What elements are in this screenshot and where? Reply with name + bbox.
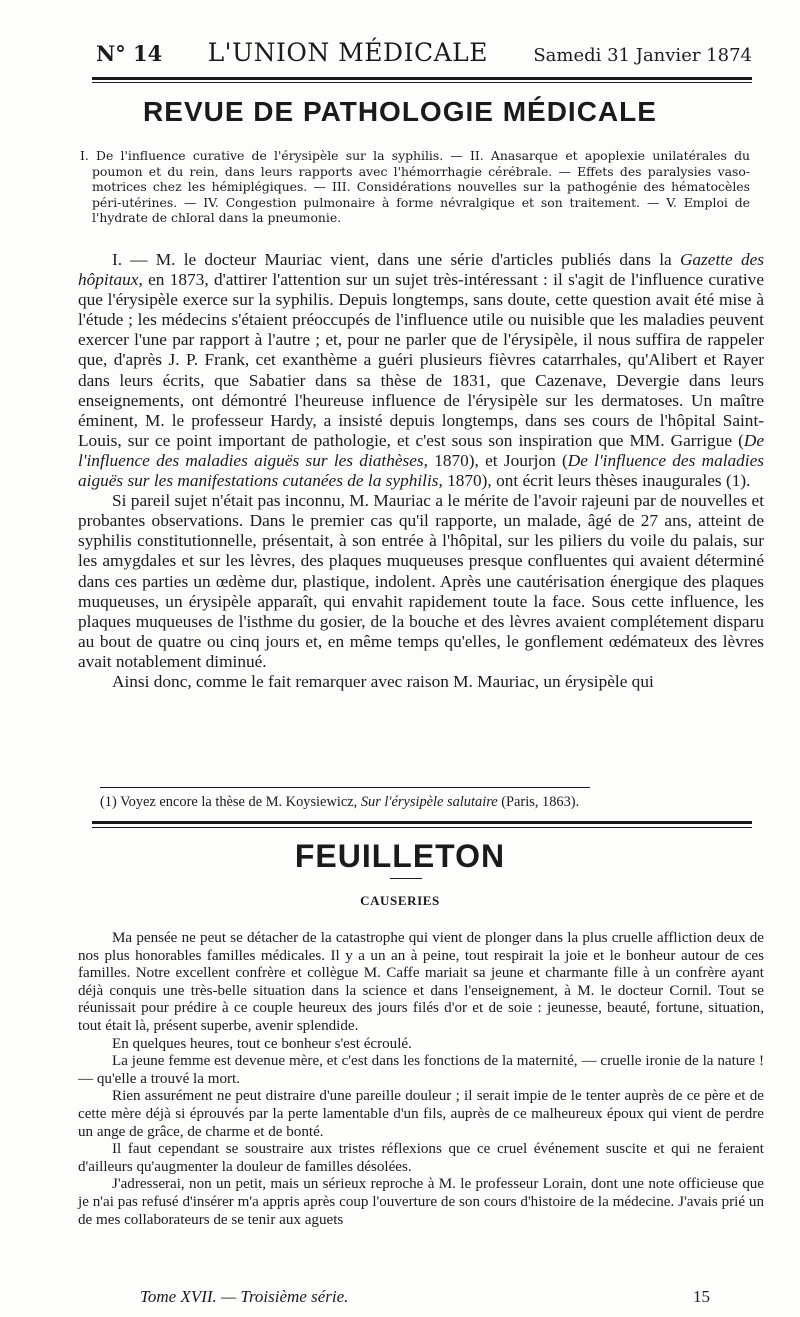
feuilleton-rule [92,821,752,824]
feuilleton-title: FEUILLETON [294,838,506,874]
issue-number: N° 14 [96,41,163,66]
header-rule [92,77,752,80]
journal-title: L'UNION MÉDICALE [207,38,488,67]
page-number: 15 [693,1287,710,1306]
page-footer [140,1287,710,1307]
article-text: en 1873, d'attirer l'attention sur un sujet très-intéressant : il s'agit de l'influence curative que l'érysipèle exerce sur la syphilis. Depuis longtemps, sans doute, cette question avait été mise à l'étude ; les médecins s'étaient préoccupés de l'influence utile ou nuisible que les maladies peuvent exercer l'une par rapport à l'autre ; et, pour ne parler que de l'érysipèle, il nous suffira de rappeler que, d'après J. P. Frank, cet exanthème a guéri plusieurs fièvres catarrhales, qu'Alibert et Rayer dans leurs écrits, que Sabatier dans sa thèse de 1831, que Cazenave, Devergie dans leurs enseignements, ont démontré l'heureuse influence de l'érysipèle sur les dermatoses. Un maître éminent, M. le professeur Hardy, a insisté depuis longtemps, dans ses cours de l'hôpital Saint-Louis, sur ce point important de pathologie, et c'est sous son inspiration que MM. Garrigue ( [78,270,764,450]
footnote-rule [100,787,590,788]
footnote [100,793,760,811]
article-paragraph-3: Ainsi donc, comme le fait remarquer avec raison M. Mauriac, un érysipèle qui [112,671,654,691]
article-paragraph-2: Si pareil sujet n'était pas inconnu, M. Mauriac a le mérite de l'avoir rajeuni par de nouvelles et probantes observations. Dans le premier cas qu'il rapporte, un malade, âgé de 27 ans, atteint de syphilis constitutionnelle, présentait, à son entrée à l'hôpital, sur les piliers du voile du palais, sur les amygdales et sur les lèvres, des plaques muqueuses presque confluentes qui avaient déterminé dans ces parties un œdème dur, plastique, indolent. Après une cautérisation énergique des plaques muqueuses, un érysipèle apparaît, qui envahit rapidement toute la face. Sous cette influence, les plaques muqueuses de l'isthme du gosier, de la bouche et des lèvres avaient complétement disparu au bout de quatre ou cinq jours et, en même temps qu'elles, le gonflement œdémateux des lèvres avait notablement diminué. [78,491,764,671]
feuilleton-body [78,930,764,1229]
feuilleton-paragraph-3: La jeune femme est devenue mère, et c'est dans les fonctions de la maternité, — cruelle ironie de la nature ! — qu'elle a trouvé la mort. [78,1053,764,1087]
header-rule-thin [92,82,752,83]
section-title: REVUE DE PATHOLOGIE MÉDICALE [143,96,657,127]
volume-info: Tome XVII. — Troisième série. [140,1287,349,1306]
article-text: 1870), ont écrit leurs thèses inaugurales (1). [442,471,751,491]
article-body [78,250,764,692]
feuilleton-subtitle: CAUSERIES [360,893,440,908]
section-summary [80,148,750,226]
article-paragraph-1 [78,250,764,491]
footnote-text: (Paris, 1863). [497,794,580,810]
article-citation: De l'influence des maladies aiguës sur les manifestations cutanées de la syphilis, [78,450,764,491]
footnote-text: (1) Voyez encore la thèse de M. Koysiewicz, [100,794,361,810]
feuilleton-paragraph-5: Il faut cependant se soustraire aux tristes réflexions que ce cruel événement suscite et qui ne feraient d'ailleurs qu'augmenter la douleur de familles désolées. [78,1141,764,1175]
page-header [96,38,752,70]
summary-text: I. De l'influence curative de l'érysipèle sur la syphilis. — II. Anasarque et apoplexie unilatérales du poumon et du rein, dans leurs rapports avec l'hémorrhagie cérébrale. — Effets des paralysies vaso-motrices chez les hémiplégiques. — III. Considérations nouvelles sur la pathogénie des hématocèles péri-utérines. — IV. Congestion pulmonaire à forme névralgique et son traitement. — V. Emploi de l'hydrate de chloral dans la pneumonie. [80,148,750,226]
issue-date: Samedi 31 Janvier 1874 [533,45,752,66]
feuilleton-rule-thin [92,827,752,828]
feuilleton-paragraph-6: J'adresserai, non un petit, mais un sérieux reproche à M. le professeur Lorain, dont une note officieuse que je n'ai pas refusé d'insérer m'a appris après coup l'ouverture de son cours d'histoire de la médecine. J'avais prié un de mes collaborateurs de se tenir aux aguets [78,1176,764,1228]
feuilleton-paragraph-4: Rien assurément ne peut distraire d'une pareille douleur ; il serait impie de le tenter auprès de ce père et de cette mère déjà si éprouvés par la perte lamentable d'un fils, auprès de ce malheureux époux qui vient de perdre un ange de grâce, de charme et de bonté. [78,1088,764,1140]
article-text: I. — M. le docteur Mauriac vient, dans une série d'articles publiés dans la [112,250,680,269]
footnote-citation: Sur l'érysipèle salutaire [360,794,498,810]
article-citation: De l'influence des maladies aiguës sur les diathèses, [78,430,764,470]
title-ornament [390,878,422,879]
feuilleton-paragraph-2: En quelques heures, tout ce bonheur s'est écroulé. [112,1035,412,1052]
article-citation: Gazette des hôpitaux, [78,250,764,290]
feuilleton-paragraph-1: Ma pensée ne peut se détacher de la catastrophe qui vient de plonger dans la plus cruelle affliction deux de nos plus honorables familles médicales. Il y a un an à peine, tout respirait la joie et le bonheur autour de ces familles. Notre excellent confrère et collègue M. Caffe mariait sa jeune et charmante fille à un confrère ayant déjà conquis une très-belle situation dans la science et dans l'enseignement, à M. le docteur Cornil. Tout se réunissait pour prédire à ce couple heureux des jours filés d'or et de soie : jeunesse, beauté, fortune, situation, tout était là, présent superbe, avenir splendide. [78,930,764,1034]
article-text: 1870), et Jourjon ( [427,450,568,470]
